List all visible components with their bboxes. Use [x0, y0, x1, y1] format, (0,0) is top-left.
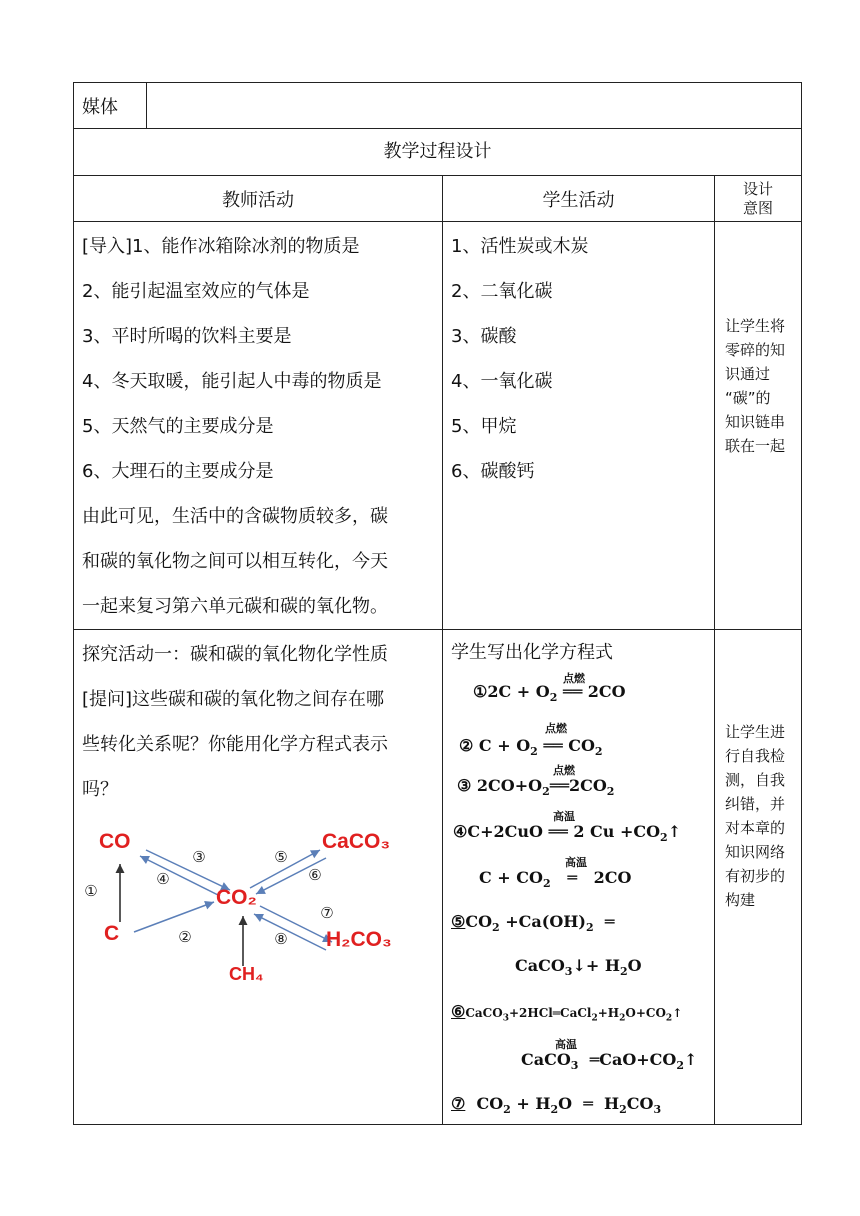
student-answer: 1、活性炭或木炭: [451, 236, 589, 257]
label-4: ④: [156, 870, 170, 888]
equation-4b: 高温 $C + CO_2$ ═ 2CO: [479, 856, 632, 891]
teacher-line: 一起来复习第六单元碳和碳的氧化物。: [82, 596, 388, 617]
activity-student-cell: [443, 630, 715, 1125]
teacher-line: 些转化关系呢？你能用化学方程式表示: [82, 734, 388, 755]
intent-line: 测，自我: [725, 771, 786, 789]
intent-line: 对本章的: [725, 819, 786, 837]
teacher-line: [导入]1、能作冰箱除冰剂的物质是: [82, 236, 360, 257]
intent-line: 行自我检: [725, 747, 786, 765]
teacher-line: [提问]这些碳和碳的氧化物之间存在哪: [82, 689, 385, 710]
node-ch4: CH₄: [229, 964, 264, 984]
carbon-conversion-diagram: [84, 830, 424, 990]
condition-hightemp: 高温: [553, 810, 575, 823]
media-value-cell: [147, 83, 802, 129]
intent-line: 联在一起: [725, 437, 786, 455]
teacher-line: 和碳的氧化物之间可以相互转化，今天: [82, 551, 388, 572]
student-answer: 4、一氧化碳: [451, 371, 553, 392]
media-row: [74, 83, 802, 129]
label-5: ⑤: [274, 848, 288, 866]
student-task-title: 学生写出化学方程式: [451, 642, 613, 663]
condition-hightemp: 高温: [555, 1038, 577, 1051]
condition-ignite: 点燃: [545, 722, 567, 735]
arrow-c-to-co2: [134, 902, 214, 932]
equation-6: $⑥CaCO_3+2HCl═CaCl_2+H_2O+CO_2↑$: [451, 1002, 683, 1024]
lesson-table: [73, 82, 802, 1125]
intro-student-cell: [443, 222, 715, 630]
node-h2co3: H₂CO₃: [326, 928, 392, 951]
activity-row: [74, 630, 802, 1125]
teacher-line: 2、能引起温室效应的气体是: [82, 281, 310, 302]
equation-3: 点燃 ③ $2CO+O_2══2CO_2$: [457, 764, 615, 799]
intent-header: [715, 176, 802, 222]
intent-line: 识通过: [725, 365, 771, 383]
student-answer: 5、甲烷: [451, 416, 517, 437]
label-1: ①: [84, 882, 98, 900]
equation-2: 点燃 ② $C + O_2$ ══ $CO_2$: [459, 722, 603, 759]
intro-intent-cell: [715, 222, 802, 630]
activity-teacher-cell: [74, 630, 443, 1125]
intent-line: 让学生将: [725, 317, 786, 335]
intro-row: [74, 222, 802, 630]
intent-line: 构建: [725, 891, 756, 909]
teacher-line: 5、天然气的主要成分是: [82, 416, 274, 437]
intro-teacher-cell: [74, 222, 443, 630]
intent-line: 让学生进: [725, 723, 786, 741]
student-answer: 3、碳酸: [451, 326, 517, 347]
intent-line: “碳”的: [725, 389, 771, 407]
process-title-row: [74, 129, 802, 176]
node-c: C: [104, 922, 120, 945]
header-row: [74, 176, 802, 222]
equation-5: $⑤CO_2 +Ca(OH)_2$ ═: [451, 912, 615, 935]
activity-intent-cell: [715, 630, 802, 1125]
node-caco3: CaCO₃: [322, 830, 391, 853]
teacher-line: 4、冬天取暖，能引起人中毒的物质是: [82, 371, 382, 392]
label-3: ③: [192, 848, 206, 866]
condition-hightemp: 高温: [565, 856, 587, 869]
student-answer: 6、碳酸钙: [451, 461, 535, 482]
node-co: CO: [99, 830, 131, 853]
intent-line: 纠错，并: [725, 795, 786, 813]
teacher-line: 探究活动一：碳和碳的氧化物化学性质: [82, 644, 388, 665]
equation-5b: CaCO$_3$↓+ $H_2O$: [515, 956, 642, 979]
lesson-plan-sheet: [73, 82, 801, 1125]
equation-6b: 高温 CaCO$_3$ $═CaO+CO_2↑$: [521, 1038, 698, 1073]
teacher-activity-header: 教师活动: [74, 176, 443, 222]
intent-header-line2: 意图: [743, 199, 774, 217]
teacher-line: 6、大理石的主要成分是: [82, 461, 274, 482]
label-6: ⑥: [308, 866, 322, 884]
label-8: ⑧: [274, 930, 288, 948]
label-2: ②: [178, 928, 192, 946]
equation-1: 点燃 ①2C + $O_2$ ══ 2CO: [473, 672, 626, 705]
equation-7: ⑦ $CO_2 + H_2O$ ═ $H_2CO_3$: [451, 1094, 662, 1117]
teacher-line: 由此可见，生活中的含碳物质较多，碳: [82, 506, 388, 527]
media-label: 媒体: [82, 97, 118, 118]
student-activity-header: 学生活动: [443, 176, 715, 222]
intent-line: 有初步的: [725, 867, 786, 885]
intent-header-line1: 设计: [743, 180, 774, 198]
condition-ignite: 点燃: [563, 672, 585, 685]
intent-line: 知识网络: [725, 843, 786, 861]
label-7: ⑦: [320, 904, 334, 922]
node-co2: CO₂: [216, 886, 257, 909]
condition-ignite: 点燃: [553, 764, 575, 777]
teacher-line: 3、平时所喝的饮料主要是: [82, 326, 292, 347]
process-title: 教学过程设计: [74, 129, 802, 176]
equation-4: 高温 ④C+2CuO ══ 2 $Cu +CO_2↑$: [453, 810, 682, 845]
student-answer: 2、二氧化碳: [451, 281, 553, 302]
teacher-line: 吗？: [82, 779, 118, 800]
media-label-cell: [74, 83, 147, 129]
intent-line: 零碎的知: [725, 341, 786, 359]
intent-line: 知识链串: [725, 413, 786, 431]
